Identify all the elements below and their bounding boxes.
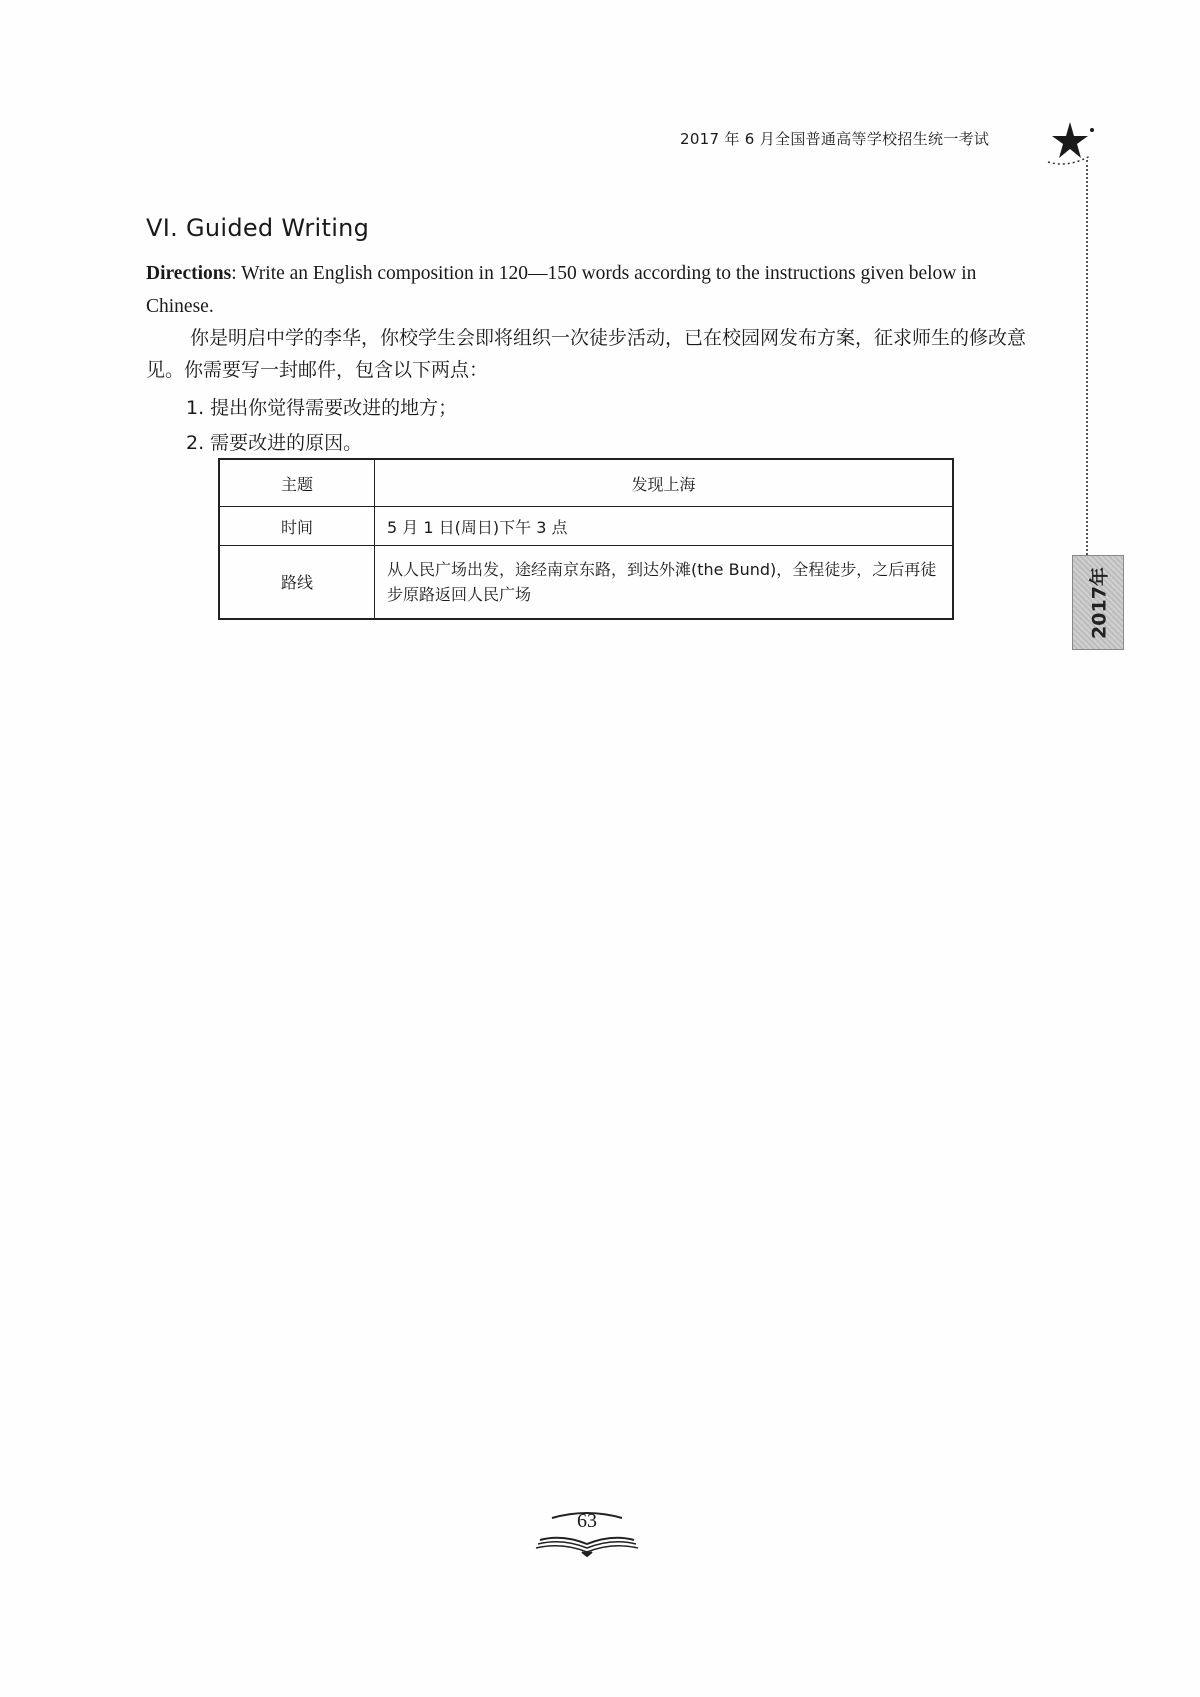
running-header: 2017 年 6 月全国普通高等学校招生统一考试 — [680, 130, 990, 148]
margin-dotted-line — [1086, 160, 1088, 555]
list-item: 2. 需要改进的原因。 — [186, 432, 363, 454]
directions-paragraph — [146, 257, 1028, 323]
directions-label: Directions — [146, 263, 232, 284]
section-title: VI. Guided Writing — [146, 214, 370, 242]
hiking-plan-table — [218, 458, 954, 620]
table-row — [219, 459, 953, 507]
table-row — [219, 546, 953, 620]
table-key-cell: 路线 — [219, 546, 375, 620]
table-key-cell: 时间 — [219, 507, 375, 546]
year-side-tab — [1072, 555, 1124, 650]
table-value-cell: 发现上海 — [375, 459, 954, 507]
page-footer — [532, 1508, 642, 1558]
table-row — [219, 507, 953, 546]
year-side-tab-label: 2017年 — [1088, 566, 1111, 639]
table-value-cell: 5 月 1 日(周日)下午 3 点 — [375, 507, 954, 546]
prompt-paragraph: 你是明启中学的李华，你校学生会即将组织一次徒步活动，已在校园网发布方案，征求师生的修改意见。你需要写一封邮件，包含以下两点： — [146, 327, 1027, 381]
table-key-cell: 主题 — [219, 459, 375, 507]
list-item: 1. 提出你觉得需要改进的地方； — [186, 397, 458, 419]
directions-text: : Write an English composition in 120—150 words according to the instructions given below in Chinese. — [146, 263, 977, 317]
table-value-cell: 从人民广场出发，途经南京东路，到达外滩(the Bund)，全程徒步，之后再徒步原路返回人民广场 — [375, 546, 954, 620]
page-number: 63 — [577, 1510, 597, 1532]
